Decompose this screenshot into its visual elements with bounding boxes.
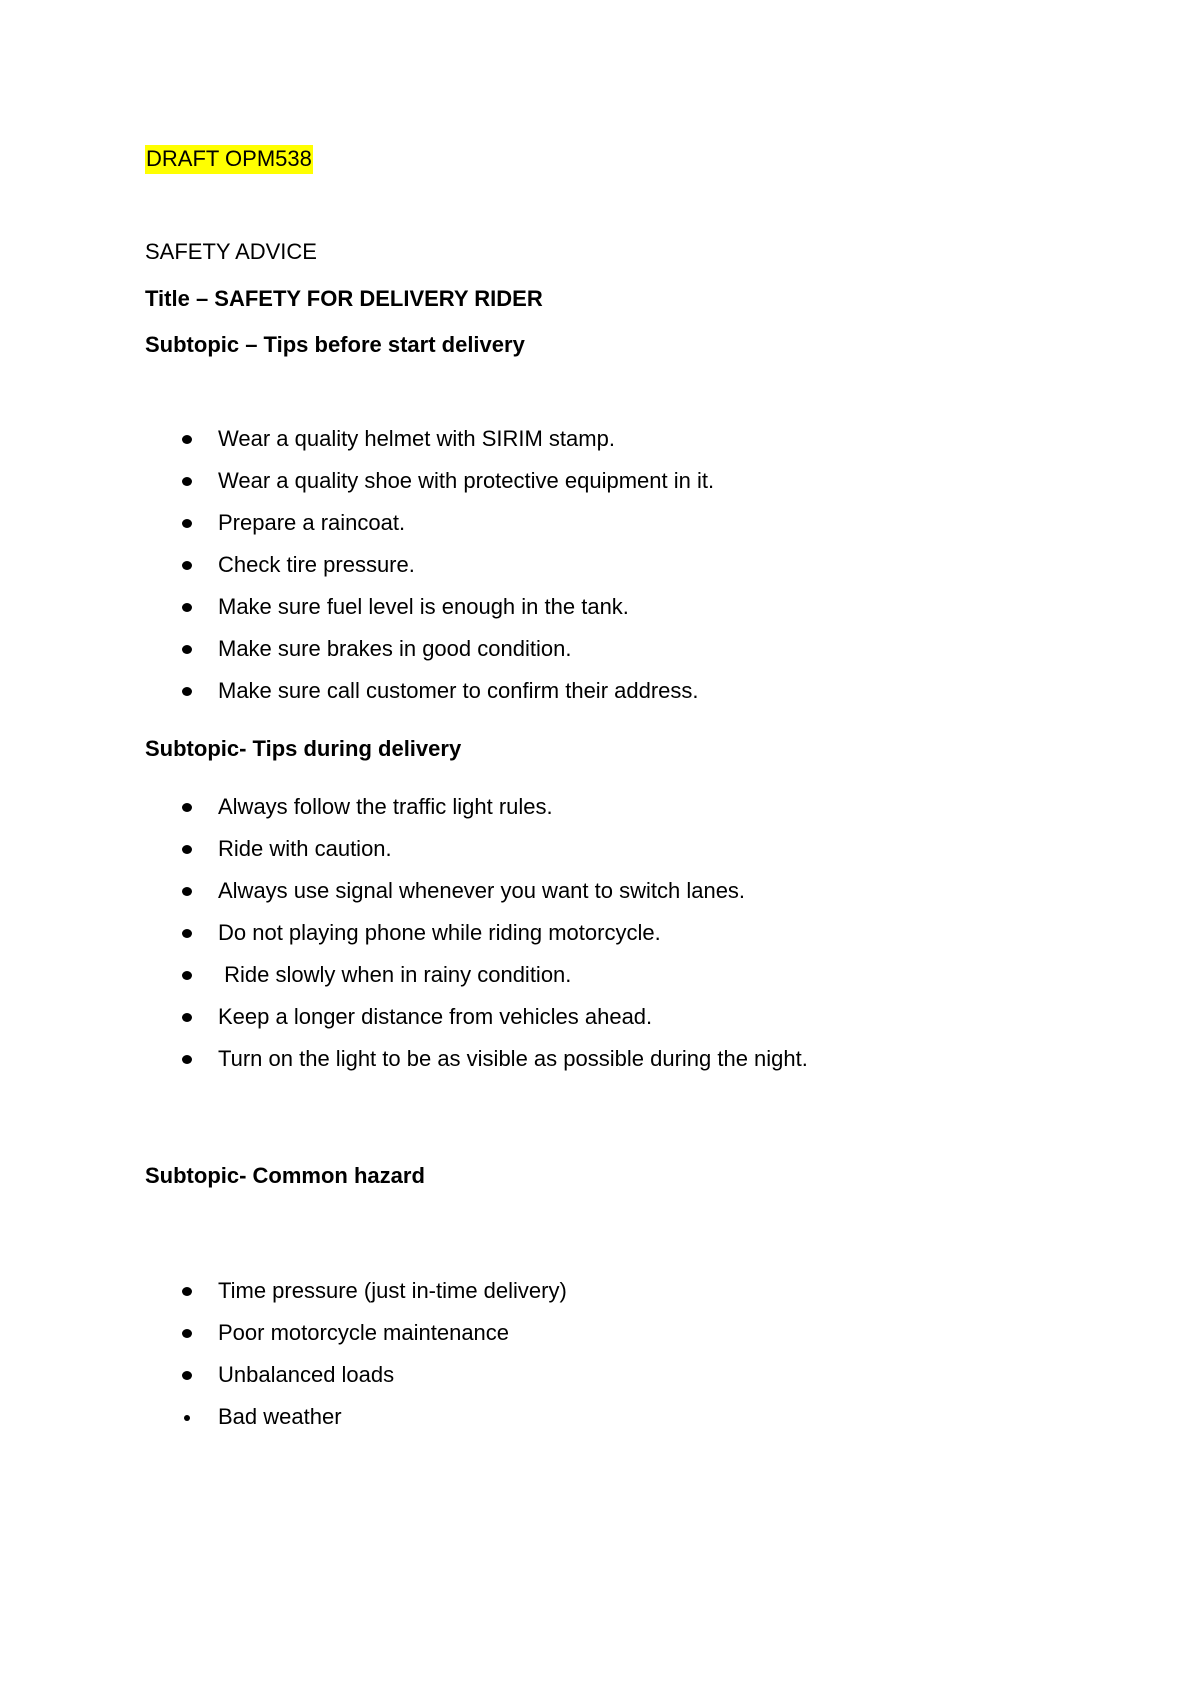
bullet-icon xyxy=(182,645,192,654)
bullet-icon xyxy=(184,1415,190,1421)
draft-label-text: DRAFT OPM538 xyxy=(145,145,313,174)
bullet-icon xyxy=(182,1287,192,1296)
bullet-icon xyxy=(182,971,192,980)
bullet-icon xyxy=(182,687,192,696)
safety-advice-heading: SAFETY ADVICE xyxy=(145,239,317,264)
bullet-icon xyxy=(182,435,192,444)
section-heading-before-delivery: Subtopic – Tips before start delivery xyxy=(145,332,525,357)
bullet-icon xyxy=(182,803,192,812)
bullet-icon xyxy=(182,1013,192,1022)
section-heading-during-delivery: Subtopic- Tips during delivery xyxy=(145,736,462,761)
bullet-icon xyxy=(182,519,192,528)
bullet-icon xyxy=(182,1055,192,1064)
bullet-icon xyxy=(182,603,192,612)
bullet-icon xyxy=(182,1371,192,1380)
bullet-icon xyxy=(182,845,192,854)
draft-label xyxy=(145,146,313,172)
bullet-icon xyxy=(182,1329,192,1338)
bullet-icon xyxy=(182,477,192,486)
bullet-icon xyxy=(182,887,192,896)
document-page: DRAFT OPM538 SAFETY ADVICE Title – SAFETY FOR DELIVERY RIDER Subtopic – Tips before start delivery Wear a quality helmet with SIRIM stamp. Wear a quality shoe with protective equipment in it. Prepare a raincoat. Check tire pressure. Make sure fuel level is enough in the tank. Make sure brakes in good condition. Make sure call customer to confirm their address. Subtopic- Tips during delivery Always follow the traffic light rules. Ride with caution. Always use signal whenever you want to switch lanes. Do not playing phone while riding motorcycle. Ride slowly when in rainy condition. Keep a longer distance from vehicles ahead. Turn on the light to be as visible as possible during the night. Subtopic- Common hazard Time pressure (just in-time delivery) Poor motorcycle maintenance Unbalanced loads Bad weather xyxy=(145,146,808,1429)
bullet-icon xyxy=(182,561,192,570)
bullet-icon xyxy=(182,929,192,938)
section-heading-common-hazard: Subtopic- Common hazard xyxy=(145,1163,425,1188)
document-title: Title – SAFETY FOR DELIVERY RIDER xyxy=(145,286,543,311)
